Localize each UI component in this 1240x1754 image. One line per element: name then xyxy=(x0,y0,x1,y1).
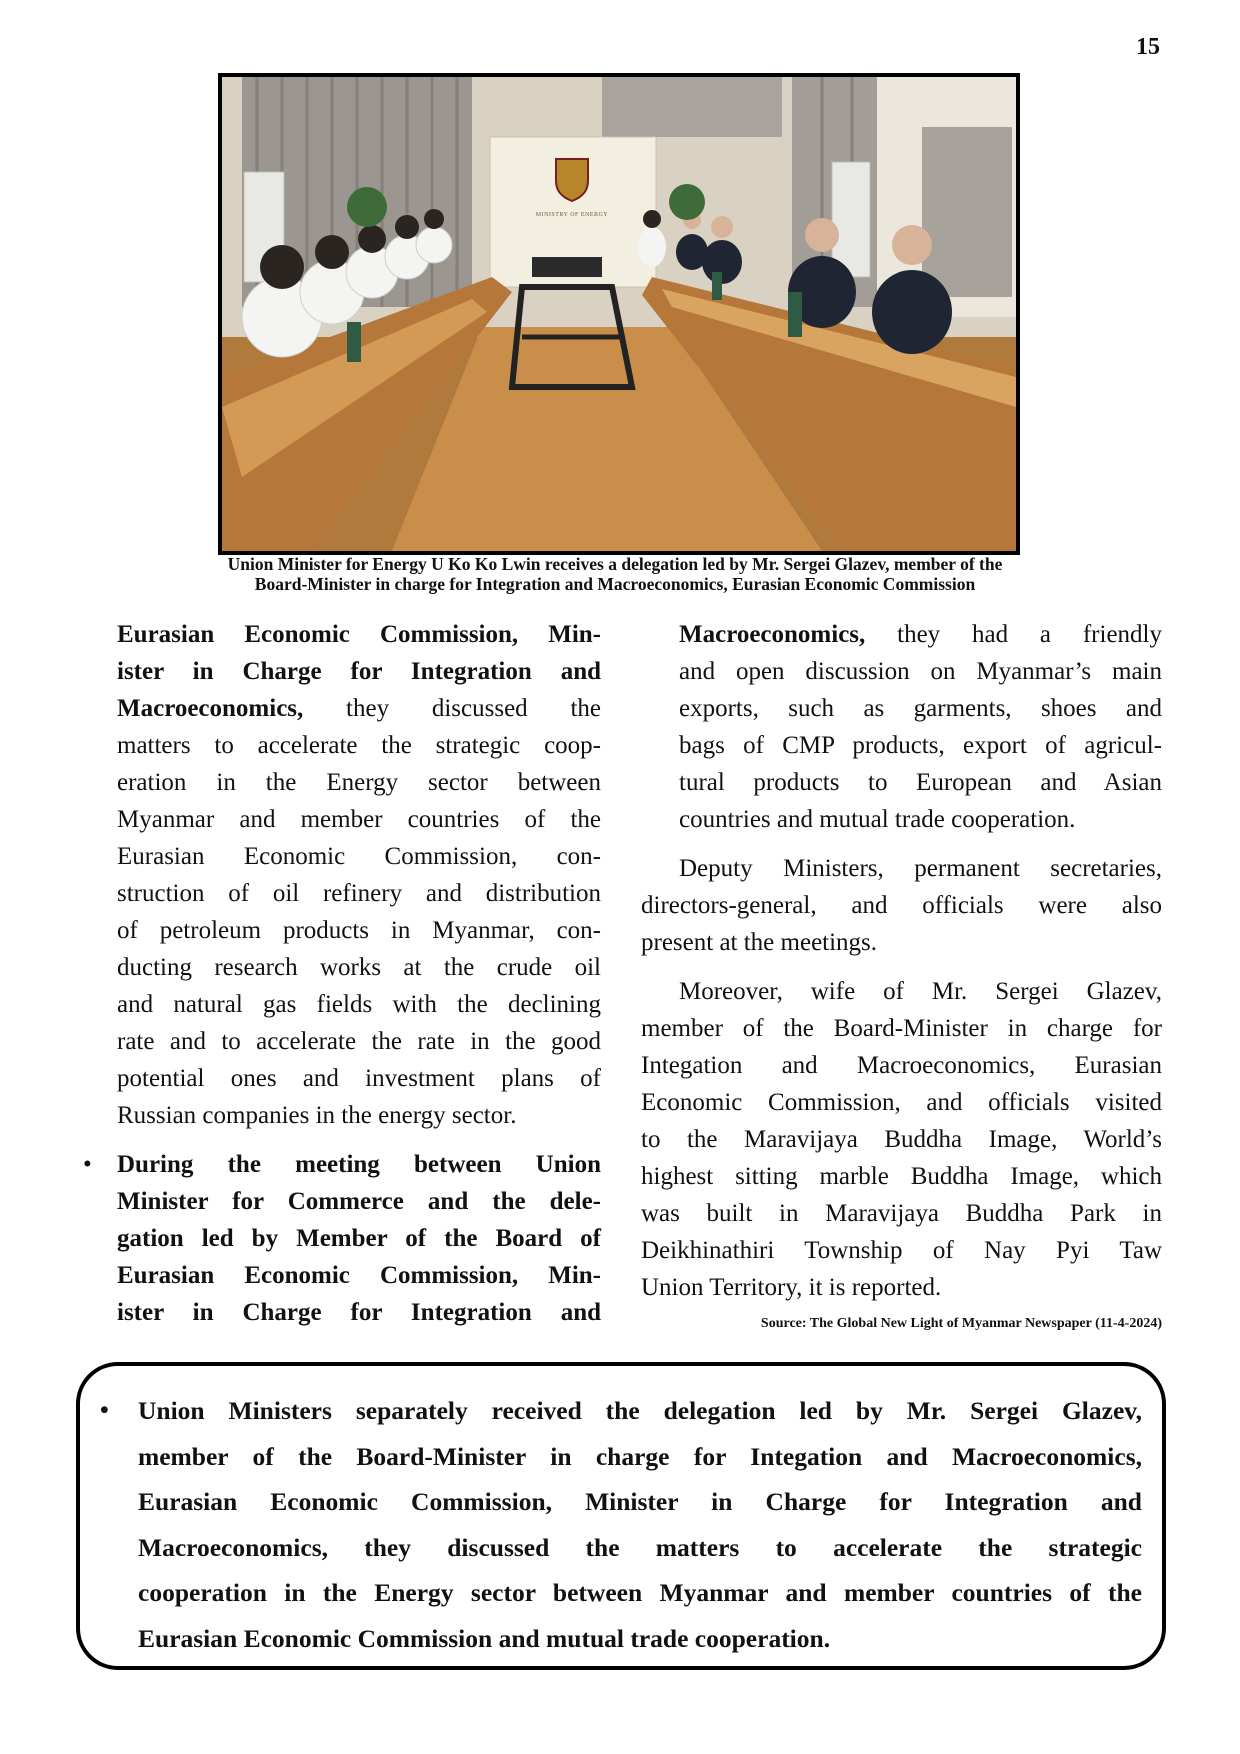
summary-text xyxy=(100,1388,1142,1662)
text-line: directors-general, and officials were also xyxy=(641,892,1162,919)
text-line: member of the Board-Minister in charge for xyxy=(641,1015,1162,1042)
text-line: potential ones and investment plans of xyxy=(117,1065,601,1092)
bullet-dot: • xyxy=(83,1151,92,1178)
text-line: of petroleum products in Myanmar, con- xyxy=(117,917,601,944)
summary-line: Eurasian Economic Commission, Minister in Charge for Integration and xyxy=(138,1487,1142,1517)
meeting-photo xyxy=(218,73,1020,555)
right-column xyxy=(641,616,1162,1306)
text-line: and open discussion on Myanmar’s main xyxy=(679,658,1162,685)
caption-line: Board-Minister in charge for Integration and Macroeconomics, Eurasian Economic Commission xyxy=(254,574,976,594)
summary-line: Eurasian Economic Commission and mutual trade cooperation. xyxy=(138,1623,831,1653)
right-paragraph-2 xyxy=(641,850,1162,961)
text-line: Economic Commission, and officials visited xyxy=(641,1089,1162,1116)
text-line: highest sitting marble Buddha Image, which xyxy=(641,1163,1162,1190)
text-line: Russian companies in the energy sector. xyxy=(117,1102,517,1129)
left-column xyxy=(83,616,601,1331)
seal-caption: MINISTRY OF ENERGY xyxy=(535,212,609,218)
text-line: During the meeting between Union xyxy=(117,1151,601,1178)
text-line: Macroeconomics, they discussed the xyxy=(117,695,601,722)
text-line: eration in the Energy sector between xyxy=(117,769,601,796)
text-line: bags of CMP products, export of agricul- xyxy=(679,732,1162,759)
text-line: present at the meetings. xyxy=(641,929,878,956)
bullet-item-commerce xyxy=(83,1146,601,1331)
summary-line: Union Ministers separately received the delegation led by Mr. Sergei Glazev, xyxy=(138,1396,1142,1425)
bullet-dot: • xyxy=(100,1397,109,1424)
text-line: was built in Maravijaya Buddha Park in xyxy=(641,1200,1162,1227)
summary-line: Macroeconomics, they discussed the matters to accelerate the strategic xyxy=(138,1532,1142,1562)
text-line: to the Maravijaya Buddha Image, World’s xyxy=(641,1126,1162,1153)
text-line: Deputy Ministers, permanent secretaries, xyxy=(679,855,1162,882)
text-line: Eurasian Economic Commission, Min- xyxy=(117,621,601,648)
bullet-paragraph xyxy=(117,1146,601,1331)
text-line: and natural gas fields with the declining xyxy=(117,991,601,1018)
text-line: countries and mutual trade cooperation. xyxy=(679,806,1076,833)
summary-line: cooperation in the Energy sector between Myanmar and member countries of the xyxy=(138,1578,1142,1608)
text-line: tural products to European and Asian xyxy=(679,769,1162,796)
right-paragraph-3 xyxy=(641,973,1162,1306)
right-paragraph-1 xyxy=(641,616,1162,838)
meeting-room-illustration xyxy=(222,77,1016,551)
text-line: Eurasian Economic Commission, Min- xyxy=(117,1262,601,1289)
text-line: struction of oil refinery and distribution xyxy=(117,880,601,907)
page-number: 15 xyxy=(1136,34,1160,60)
text-line: exports, such as garments, shoes and xyxy=(679,695,1162,722)
photo-caption xyxy=(150,554,1080,594)
source-citation: Source: The Global New Light of Myanmar Newspaper (11-4-2024) xyxy=(760,1316,1162,1331)
text-line: gation led by Member of the Board of xyxy=(117,1225,601,1252)
text-line: ducting research works at the crude oil xyxy=(117,954,601,981)
left-paragraph-1 xyxy=(117,616,601,1134)
caption-line: Union Minister for Energy U Ko Ko Lwin receives a delegation led by Mr. Sergei Glazev, member of the xyxy=(227,554,1003,574)
summary-line: member of the Board-Minister in charge for Integation and Macroeconomics, xyxy=(138,1441,1142,1471)
text-line: Minister for Commerce and the dele- xyxy=(117,1188,601,1215)
text-line: rate and to accelerate the rate in the good xyxy=(117,1028,601,1055)
summary-box xyxy=(76,1362,1166,1670)
text-line: Union Territory, it is reported. xyxy=(641,1274,942,1301)
text-line: ister in Charge for Integration and xyxy=(117,1299,601,1326)
text-line: Integation and Macroeconomics, Eurasian xyxy=(641,1052,1162,1079)
text-line: Deikhinathiri Township of Nay Pyi Taw xyxy=(641,1237,1162,1264)
text-line: Eurasian Economic Commission, con- xyxy=(117,843,601,870)
text-line: Moreover, wife of Mr. Sergei Glazev, xyxy=(679,978,1162,1005)
text-line: Myanmar and member countries of the xyxy=(117,806,601,833)
text-line: matters to accelerate the strategic coop- xyxy=(117,732,601,759)
text-line: ister in Charge for Integration and xyxy=(117,658,601,685)
text-line: Macroeconomics, they had a friendly xyxy=(679,621,1162,648)
